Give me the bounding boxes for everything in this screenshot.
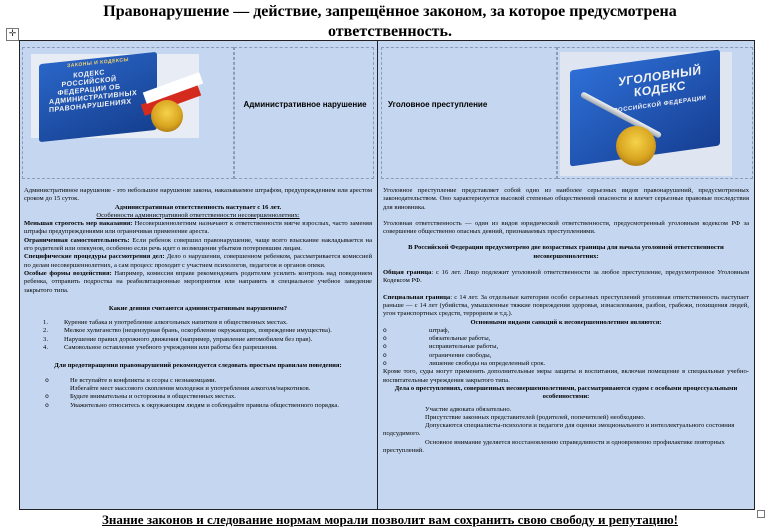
coat-of-arms-icon bbox=[151, 100, 183, 132]
sanction-item: o обязательные работы, bbox=[383, 335, 491, 343]
admin-feature-4: Особые формы воздействия: Например, комиссия вправе рекомендовать родителям усилить контроль над поведением ребенка, отправить подростка на реабилитационные мероприятия или направить в специальное учебное заведение закрытого типа. bbox=[24, 269, 372, 294]
criminal-heading: Уголовное преступление bbox=[388, 100, 488, 109]
criminal-special-limit: Специальная граница: с 14 лет. За отдельные категории особо серьезных преступлений уголовная ответственность наступает раньше — с 14 лет (убийства, умышленные тяжкие повреждения здоровья, изнасилования, разбои, грабежи, похищения людей, угон транспортных средств, терроризм и т.д.). bbox=[383, 293, 750, 318]
column-divider bbox=[377, 41, 378, 509]
table-move-handle-icon[interactable]: ✛ bbox=[6, 28, 19, 41]
criminal-p1: Уголовное преступление представляет собой одно из наиболее серьезных видов правонарушений, предусмотренных законодательством. Оно характеризуется высокой степенью общественной опасности и влечет серьезные правовые последствия для виновника. bbox=[383, 187, 749, 211]
admin-feature-2: Ограниченная самостоятельность: Если ребенок совершил правонарушение, чаще всего взыскание накладывается на его родителей или опекунов, особенно если речь идет о возмещении убытков потерпевшим лицам. bbox=[24, 236, 372, 253]
sanction-item: o лишение свободы на определенный срок. bbox=[383, 360, 546, 368]
admin-rule-item: Избегайте мест массового скопления молодежи и употребления алкоголя/наркотиков. bbox=[70, 384, 311, 392]
table-resize-handle[interactable] bbox=[757, 510, 765, 518]
administrative-column bbox=[22, 47, 374, 507]
process-item: Допускаются специалисты-психологи и педагоги для оценки эмоционального и интеллектуального состояния подсудимого. bbox=[383, 422, 735, 438]
process-item: Участие адвоката обязательно. bbox=[425, 405, 512, 413]
criminal-image-cell bbox=[557, 47, 753, 179]
criminal-heading-cell bbox=[381, 47, 557, 179]
admin-image-cell bbox=[22, 47, 234, 179]
admin-rule-item: o Не вступайте в конфликты и ссоры с незнакомцами. bbox=[45, 376, 217, 384]
admin-rule-item: o Будьте внимательны и осторожны в общественных местах. bbox=[45, 393, 236, 401]
coat-of-arms-icon bbox=[616, 126, 656, 166]
admin-heading-cell bbox=[234, 47, 374, 179]
admin-list-item: 2. Мелкое хулиганство (нецензурная брань, оскорбление окружающих, повреждение имущества). bbox=[43, 327, 332, 335]
content-table bbox=[19, 40, 755, 510]
admin-heading: Административное нарушение bbox=[243, 100, 367, 109]
criminal-code-book-image bbox=[560, 52, 732, 176]
criminal-p2: Уголовная ответственность — один из видов юридической ответственности, предусмотренный уголовным кодексом РФ за совершение общественно опасных деяний, признаваемых преступлениями. bbox=[383, 219, 749, 236]
admin-book-title: КОДЕКС РОССИЙСКОЙ ФЕДЕРАЦИИ ОБ АДМИНИСТРАТИВНЫХ ПРАВОНАРУШЕНИЯХ bbox=[49, 69, 138, 115]
criminal-book-subtitle: РОССИЙСКОЙ ФЕДЕРАЦИИ bbox=[613, 95, 707, 115]
admin-intro: Административное нарушение - это небольшое нарушение закона, наказываемое штрафом, предупреждением или арестом сроком до 15 суток. bbox=[24, 187, 372, 203]
criminal-process-heading: Дела о преступлениях, совершенных несовершеннолетними, рассматриваются судом с особыми процессуальными особенностями: bbox=[394, 384, 738, 401]
footer-slogan: Знание законов и следование нормам морали позволит вам сохранить свою свободу и репутацию! bbox=[101, 512, 679, 527]
admin-list-item: 1. Курение табака и употребление алкогольных напитков в общественных местах. bbox=[43, 319, 288, 327]
page-title: Правонарушение — действие, запрещённое законом, за которое предусмотрена ответственность. bbox=[103, 3, 677, 40]
sanction-item: o исправительные работы, bbox=[383, 343, 499, 351]
criminal-age-heading: В Российской Федерации предусмотрено две возрастных границы для начала уголовной ответственности несовершеннолетних: bbox=[408, 244, 724, 260]
admin-book-cover bbox=[39, 52, 157, 142]
admin-question-heading: Какие деяния считаются административным нарушением? bbox=[108, 304, 288, 312]
admin-code-book-image bbox=[31, 54, 199, 138]
admin-rule-item: o Уважительно относитесь к окружающим людям и соблюдайте правила общественного порядка. bbox=[45, 401, 339, 409]
criminal-p4: Кроме того, суды могут применять дополнительные меры защиты и воспитания, включая помещение в специальные учебно-воспитательные учреждения закрытого типа. bbox=[383, 368, 749, 384]
admin-rules-heading: Для предотвращения правонарушений рекомендуется следовать простым правилам поведения: bbox=[54, 362, 342, 370]
admin-list-item: 4. Самовольное оставление учебного учреждения или работы без разрешения. bbox=[43, 344, 278, 352]
criminal-book-title: УГОЛОВНЫЙ КОДЕКС bbox=[618, 63, 702, 100]
process-item: Основное внимание уделяется восстановлению справедливости и одновременно профилактике повторных преступлений. bbox=[383, 438, 725, 455]
criminal-general-limit: Общая граница: с 16 лет. Лицо подлежит уголовной ответственности за любое преступление, предусмотренное Уголовным Кодексом РФ. bbox=[383, 269, 749, 285]
admin-feature-3: Специфические процедуры рассмотрения дел: Дело о нарушении, совершенном ребенком, рассматривается комиссией по делам несовершеннолетних, а сам процесс проходит с участием психологов, педагогов и органов опеки. bbox=[24, 253, 372, 269]
criminal-sanctions-heading: Основными видами санкций к несовершеннолетним являются: bbox=[470, 318, 662, 326]
admin-list-item: 3. Нарушение правил дорожного движения (например, управление автомобилем без прав). bbox=[43, 335, 313, 343]
admin-book-top-strip: ЗАКОНЫ И КОДЕКСЫ bbox=[67, 56, 129, 70]
sanction-item: o штраф, bbox=[383, 326, 450, 334]
process-item: Присутствие законных представителей (родителей, попечителей) необходимо. bbox=[425, 413, 646, 421]
admin-features-heading: Особенности административной ответственности несовершеннолетних: bbox=[96, 211, 300, 219]
criminal-column bbox=[381, 47, 753, 507]
admin-age: Административная ответственность наступает с 16 лет. bbox=[114, 203, 282, 211]
admin-feature-1: Меньшая строгость мер наказания: Несовершеннолетним назначают к ответственности мягче взрослых, часто заменяя штрафы предупреждениями или ограничивая применение ареста. bbox=[24, 220, 372, 236]
sanction-item: o ограничение свободы, bbox=[383, 351, 492, 359]
admin-text-block bbox=[24, 187, 372, 410]
criminal-text-block bbox=[383, 187, 749, 455]
